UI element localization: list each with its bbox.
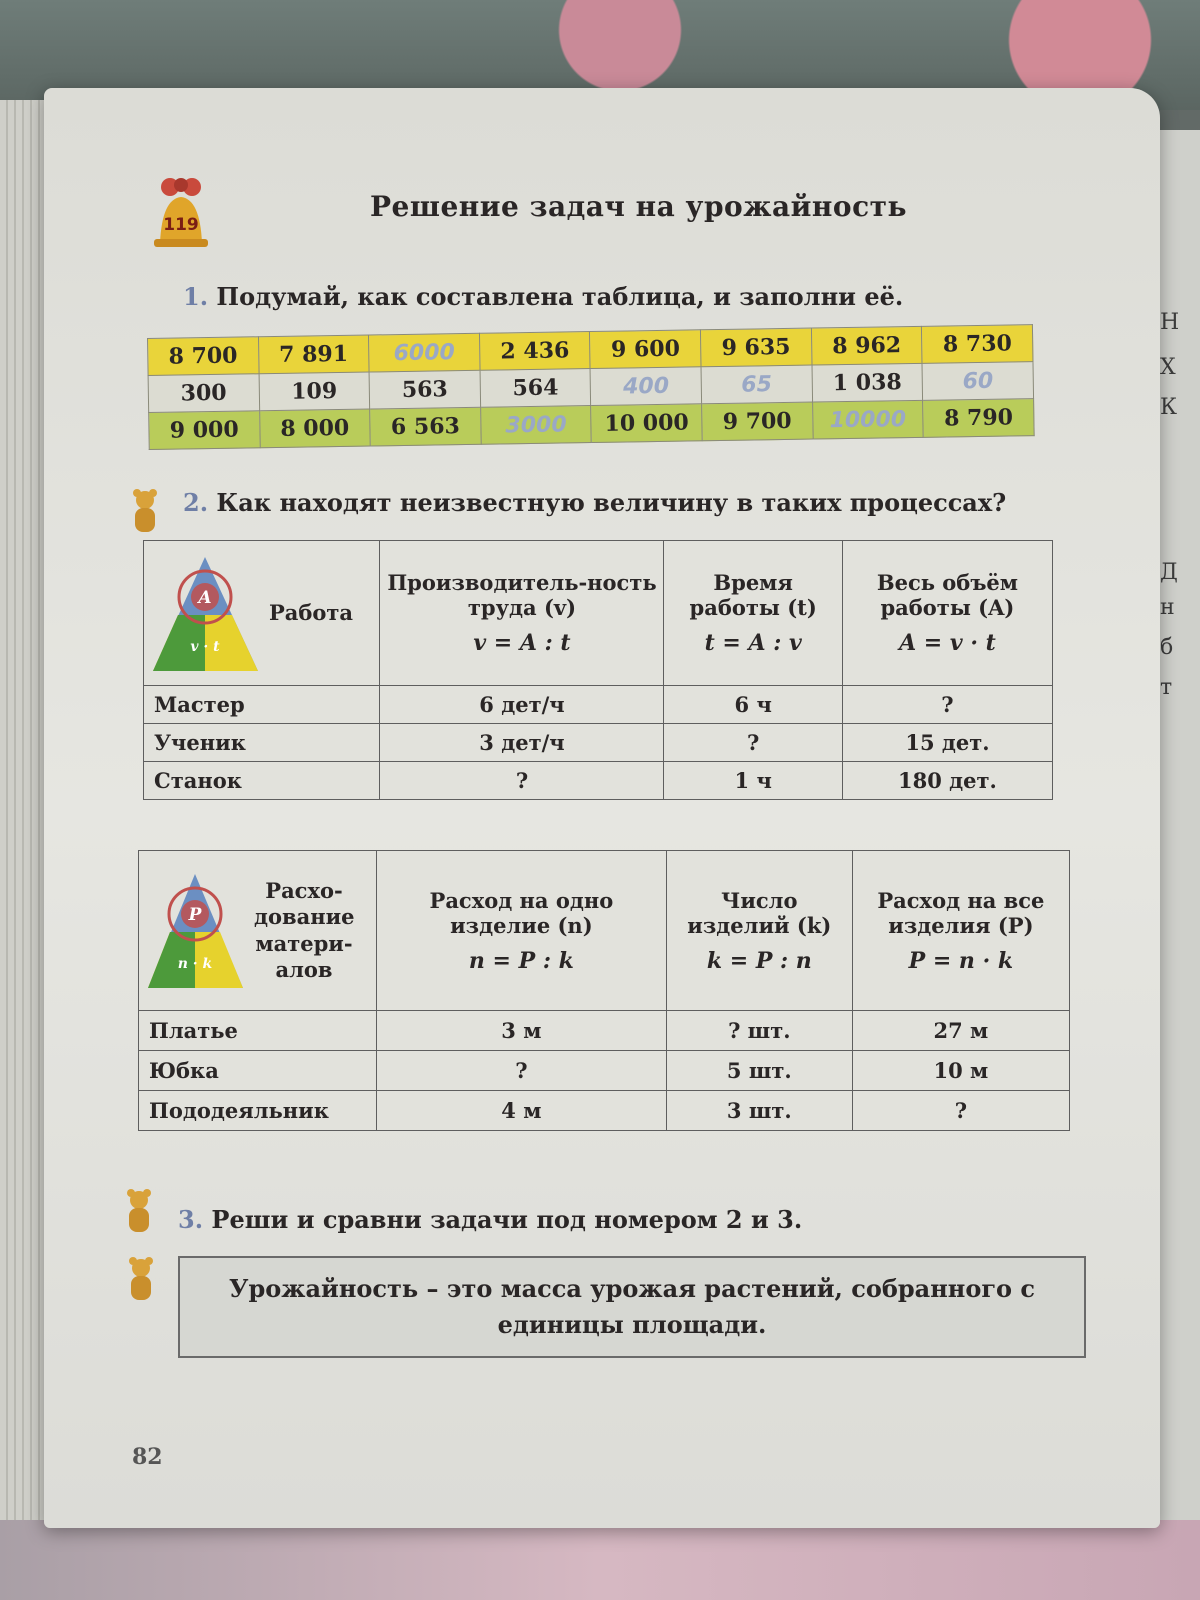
table-cell: 27 м [852,1011,1069,1051]
column-formula: v = A : t [473,630,571,656]
column-header [842,541,1052,686]
handwritten-cell[interactable]: 10000 [812,400,923,439]
task-1-number: 1. [183,282,209,311]
row-label: Мастер [144,686,380,724]
table-cell: 10 м [852,1051,1069,1091]
table-cell: ? [664,724,842,762]
adjacent-page-fragment: Н [1160,310,1180,335]
column-header [664,541,842,686]
row-label: Станок [144,762,380,800]
table-cell: 3 дет/ч [380,724,664,762]
process-header-cell [144,541,380,686]
process-label: Расхо-дование матери-алов [254,878,355,982]
adjacent-page-fragment: Х [1160,355,1176,380]
lesson-number: 119 [163,215,199,235]
table-cell: 10 000 [591,404,702,443]
table-row [144,724,1053,762]
table-cell: ? [380,762,664,800]
lesson-bell-icon [150,175,212,255]
triangle-diagram-icon [143,868,248,993]
task-2-number: 2. [183,488,209,517]
table-cell: 564 [480,369,591,408]
task-3-heading [178,1205,802,1234]
process-header-cell [139,851,377,1011]
table-cell: ? шт. [666,1011,852,1051]
definition-box [178,1256,1086,1358]
column-header-label: Производитель-ность труда (v) [387,570,657,620]
column-header [376,851,666,1011]
table-cell: ? [842,686,1052,724]
table-cell: ? [376,1051,666,1091]
table-cell: 563 [369,370,480,409]
triangle-top-label: A [198,587,212,608]
table-cell: 8 700 [148,337,259,376]
triangle-top-label: P [188,905,202,925]
task-2-text: Как находят неизвестную величину в таких процессах? [216,488,1007,517]
column-formula: P = n · k [908,947,1014,974]
table-cell: 5 шт. [666,1051,852,1091]
table-cell: 15 дет. [842,724,1052,762]
column-header [852,851,1069,1011]
process-label: Работа [269,599,354,625]
task-3-text: Реши и сравни задачи под номером 2 и 3. [211,1205,803,1234]
table-cell: 1 ч [664,762,842,800]
table-cell: 9 700 [702,402,813,441]
handwritten-cell[interactable]: 6000 [369,333,480,372]
column-formula: t = A : v [704,630,802,656]
table-cell: 300 [148,374,259,413]
column-header-label: Число изделий (k) [687,887,832,938]
table-cell: ? [852,1091,1069,1131]
table-cell: 6 563 [370,407,481,446]
adjacent-page-fragment: К [1160,395,1178,420]
column-header-label: Расход на одно изделие (n) [429,887,614,938]
column-header [380,541,664,686]
page-title: Решение задач на урожайность [370,190,907,223]
table-cell: 9 000 [149,411,260,450]
handwritten-cell[interactable]: 65 [701,365,812,404]
table-row [139,1091,1070,1131]
table-cell: 8 000 [259,409,370,448]
handwritten-cell[interactable]: 400 [591,367,702,406]
adjacent-page-fragment: т [1160,675,1173,700]
column-header-label: Время работы (t) [689,570,817,620]
table-cell: 7 891 [258,335,369,374]
table-cell: 2 436 [479,332,590,371]
page-number: 82 [132,1444,163,1470]
column-formula: n = P : k [468,947,574,974]
table-cell: 6 ч [664,686,842,724]
table-row [144,686,1053,724]
table-cell: 9 600 [590,330,701,369]
row-label: Платье [139,1011,377,1051]
teddy-bear-icon [124,1256,158,1304]
teddy-bear-icon [128,488,162,536]
adjacent-page-fragment: н [1160,595,1175,620]
column-header [666,851,852,1011]
task-1-text: Подумай, как составлена таблица, и заполни её. [216,282,904,311]
column-formula: k = P : n [706,947,812,974]
table-header-row [139,851,1070,1011]
adjacent-page-fragment: б [1160,635,1174,660]
handwritten-cell[interactable]: 60 [922,362,1033,401]
triangle-bottom-label: v · t [190,638,220,655]
table-cell: 4 м [376,1091,666,1131]
table-row [144,762,1053,800]
table-row [139,1011,1070,1051]
table-cell: 8 790 [923,399,1034,438]
table-cell: 8 730 [922,325,1033,364]
table-cell: 9 635 [700,328,811,367]
handwritten-cell[interactable]: 3000 [480,406,591,445]
table-cell: 1 038 [812,363,923,402]
column-header-label: Весь объём работы (A) [876,570,1019,620]
table-cell: 3 м [376,1011,666,1051]
table-cell: 8 962 [811,326,922,365]
triangle-bottom-label: n · k [177,956,213,972]
adjacent-page-fragment: Д [1160,560,1178,585]
column-header-label: Расход на все изделия (P) [877,887,1045,938]
material-process-table [138,850,1070,1131]
work-process-table [143,540,1053,800]
column-formula: A = v · t [899,630,996,656]
number-table [147,324,1035,450]
table-cell: 3 шт. [666,1091,852,1131]
row-label: Ученик [144,724,380,762]
table-header-row [144,541,1053,686]
background-fabric-bottom [0,1520,1200,1600]
teddy-bear-icon [122,1188,156,1236]
table-cell: 180 дет. [842,762,1052,800]
triangle-diagram-icon [148,551,263,676]
task-2-heading [183,488,1006,517]
row-label: Пододеяльник [139,1091,377,1131]
table-cell: 6 дет/ч [380,686,664,724]
task-3-number: 3. [178,1205,204,1234]
definition-text: Урожайность – это масса урожая растений, собранного с единицы площади. [228,1274,1036,1339]
task-1-heading [183,282,903,311]
row-label: Юбка [139,1051,377,1091]
table-cell: 109 [259,372,370,411]
table-row [139,1051,1070,1091]
